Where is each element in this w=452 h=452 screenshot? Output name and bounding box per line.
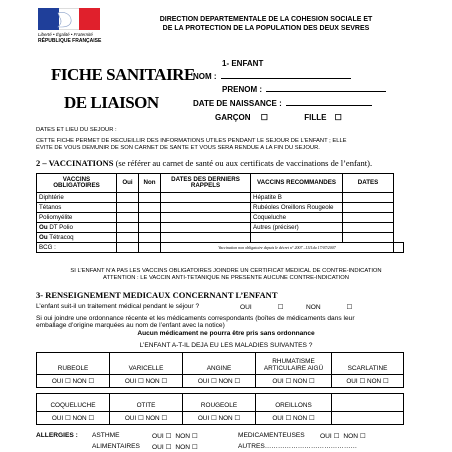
nom-field[interactable]: [221, 72, 351, 79]
garcon-label: GARÇON: [215, 113, 251, 122]
maladie-empty: [332, 394, 404, 412]
traitement-oui-checkbox[interactable]: ☐: [277, 304, 284, 311]
allergies-label: ALLERGIES :: [36, 432, 78, 439]
col-vaccins-obligatoires: VACCINS OBLIGATOIRES: [37, 174, 117, 193]
sexe-row: [215, 113, 342, 122]
direction-line-2: DE LA PROTECTION DE LA POPULATION DES DEUX SEVRES: [162, 25, 370, 32]
rhumatisme-oui-non[interactable]: OUI ☐ NON ☐: [256, 375, 332, 388]
table-row: [37, 223, 404, 233]
vaccin-recommande: [251, 233, 343, 243]
date-rappel-cell[interactable]: [161, 203, 251, 213]
vaccin-name: DT Polio: [47, 224, 73, 231]
prenom-field[interactable]: [266, 85, 386, 92]
non-cell[interactable]: [139, 213, 161, 223]
prenom-row: [222, 85, 386, 94]
traitement-oui: [240, 303, 284, 311]
maladie-otite: OTITE: [110, 394, 183, 412]
empty-cell: [332, 412, 404, 425]
garcon-checkbox[interactable]: ☐: [260, 113, 268, 122]
maladie-scarlatine: SCARLATINE: [332, 353, 404, 375]
non-label: NON: [343, 433, 358, 440]
angine-oui-non[interactable]: OUI ☐ NON ☐: [183, 375, 256, 388]
ou-label: Ou: [39, 234, 48, 241]
bcg-note: Vaccination non obligatoire depuis le décret n° 2007 –1111du 17/07/2007: [161, 243, 394, 253]
col-dates-rappels: DATES DES DERNIERS RAPPELS: [161, 174, 251, 193]
medical-heading: 3- RENSEIGNEMENT MEDICAUX CONCERNANT L’ENFANT: [36, 290, 278, 300]
marianne-logo-icon: [44, 10, 84, 28]
direction-line-1: DIRECTION DEPARTEMENTALE DE LA COHESION SOCIALE ET: [159, 16, 373, 23]
date-rappel-cell[interactable]: [161, 233, 251, 243]
ordonnance-line-1: Si oui joindre une ordonnance récente et les médicaments correspondants (boîtes de médicaments dans leur: [36, 315, 355, 322]
vaccinations-title: 2 – VACCINATIONS: [36, 158, 114, 168]
medicamenteuses-oui-checkbox[interactable]: ☐: [333, 433, 340, 440]
non-label: NON: [175, 444, 190, 451]
date-rappel-cell[interactable]: [161, 193, 251, 203]
vaccin-recommande: Hépatite B: [251, 193, 343, 203]
oui-label: OUI: [240, 304, 252, 311]
otite-oui-non[interactable]: OUI ☐ NON ☐: [110, 412, 183, 425]
asthme-label: ASTHME: [92, 432, 120, 439]
date-naissance-label: DATE DE NAISSANCE :: [193, 99, 282, 108]
maladie-rhumatisme: RHUMATISME ARTICULAIRE AIGÜ: [256, 353, 332, 375]
scarlatine-oui-non[interactable]: OUI ☐ NON ☐: [332, 375, 404, 388]
maladies-question: L’ENFANT A-T-IL DEJA EU LES MALADIES SUIVANTES ?: [139, 342, 313, 349]
alimentaires-oui-non[interactable]: [152, 443, 198, 451]
col-vaccins-recommandes: VACCINS RECOMMANDES: [251, 174, 343, 193]
vaccin-obligatoire: Poliomyélite: [37, 213, 117, 223]
oreillons-oui-non[interactable]: OUI ☐ NON ☐: [256, 412, 332, 425]
date-cell[interactable]: [343, 223, 394, 233]
prenom-label: PRENOM :: [222, 85, 262, 94]
alimentaires-label: ALIMENTAIRES: [92, 443, 140, 450]
oui-label: OUI: [320, 433, 332, 440]
non-label: NON: [306, 304, 321, 311]
oui-label: OUI: [152, 444, 164, 451]
vaccin-recommande: Rubéoles Oreillons Rougeole: [251, 203, 343, 213]
date-cell[interactable]: [394, 243, 404, 253]
maladie-varicelle: VARICELLE: [110, 353, 183, 375]
maladie-oreillons: OREILLONS: [256, 394, 332, 412]
no-medication-warning: Aucun médicament ne pourra être pris sans ordonnance: [137, 330, 315, 337]
alimentaires-non-checkbox[interactable]: ☐: [191, 444, 198, 451]
asthme-oui-non[interactable]: [152, 432, 198, 440]
oui-cell[interactable]: [117, 203, 139, 213]
coqueluche-oui-non[interactable]: OUI ☐ NON ☐: [37, 412, 110, 425]
form-title-line-2: DE LIAISON: [64, 93, 159, 112]
non-cell[interactable]: [139, 223, 161, 233]
table-row: [37, 203, 404, 213]
republic-name: RÉPUBLIQUE FRANÇAISE: [38, 38, 102, 44]
oui-cell[interactable]: [117, 233, 139, 243]
oui-cell[interactable]: [117, 193, 139, 203]
col-dates: DATES: [343, 174, 394, 193]
non-cell[interactable]: [139, 243, 161, 253]
table-row: [37, 213, 404, 223]
ou-label: Ou: [39, 224, 48, 231]
date-rappel-cell[interactable]: [161, 213, 251, 223]
vaccin-name: Tétracoq: [47, 234, 74, 241]
vaccinations-heading: [36, 158, 372, 168]
maladies-table: [36, 352, 404, 425]
traitement-non-checkbox[interactable]: ☐: [346, 304, 353, 311]
intro-text-line-1: CETTE FICHE PERMET DE RECUEILLIR DES INFORMATIONS UTILES PENDANT LE SEJOUR DE L'ENFANT ; ELLE: [36, 138, 347, 144]
asthme-non-checkbox[interactable]: ☐: [191, 433, 198, 440]
section-enfant-heading: 1- ENFANT: [222, 59, 264, 68]
non-cell[interactable]: [139, 193, 161, 203]
col-non: Non: [139, 174, 161, 193]
table-row: [37, 233, 404, 243]
rubeole-oui-non[interactable]: OUI ☐ NON ☐: [37, 375, 110, 388]
oui-label: OUI: [152, 433, 164, 440]
asthme-oui-checkbox[interactable]: ☐: [165, 433, 172, 440]
warning-line-2: ATTENTION : LE VACCIN ANTI-TETANIQUE NE PRESENTE AUCUNE CONTRE-INDICATION: [103, 275, 349, 281]
medicamenteuses-label: MEDICAMENTEUSES: [238, 432, 305, 439]
date-naissance-row: [193, 99, 372, 108]
oui-cell[interactable]: [117, 213, 139, 223]
nom-label: NOM :: [193, 72, 217, 81]
traitement-question: L’enfant suit-il un traitement médical pendant le séjour ?: [36, 303, 200, 310]
varicelle-oui-non[interactable]: OUI ☐ NON ☐: [110, 375, 183, 388]
medicamenteuses-non-checkbox[interactable]: ☐: [359, 433, 366, 440]
vaccin-obligatoire: [37, 223, 117, 233]
nom-row: [193, 72, 351, 81]
non-label: NON: [175, 433, 190, 440]
date-cell[interactable]: [343, 213, 394, 223]
maladie-rougeole: ROUGEOLE: [183, 394, 256, 412]
col-oui: Oui: [117, 174, 139, 193]
fille-label: FILLE: [304, 113, 327, 122]
date-cell[interactable]: [343, 193, 394, 203]
non-cell[interactable]: [139, 233, 161, 243]
fille-checkbox[interactable]: ☐: [334, 113, 342, 122]
oui-cell[interactable]: [117, 243, 139, 253]
table-row: [37, 193, 404, 203]
non-cell[interactable]: [139, 203, 161, 213]
bcg-label: BCG :: [37, 243, 117, 253]
ordonnance-line-2: emballage d’origine marquées au nom de l’enfant avec la notice): [36, 322, 225, 329]
medicamenteuses-oui-non[interactable]: [320, 432, 366, 440]
date-cell[interactable]: [343, 203, 394, 213]
date-rappel-cell[interactable]: [161, 223, 251, 233]
vaccin-obligatoire: Diphtérie: [37, 193, 117, 203]
date-naissance-field[interactable]: [286, 99, 372, 106]
form-title-line-1: FICHE SANITAIRE: [51, 65, 195, 84]
vaccin-recommande: Coqueluche: [251, 213, 343, 223]
vaccin-obligatoire: [37, 233, 117, 243]
vaccinations-table: [36, 173, 404, 253]
dates-lieu-sejour-label: DATES ET LIEU DU SEJOUR :: [36, 127, 117, 133]
maladie-rubeole: RUBEOLE: [37, 353, 110, 375]
maladie-coqueluche: COQUELUCHE: [37, 394, 110, 412]
republic-motto: Liberté • Égalité • Fraternité: [38, 32, 93, 37]
date-cell[interactable]: [343, 233, 394, 243]
table-row: [37, 243, 404, 253]
alimentaires-oui-checkbox[interactable]: ☐: [165, 444, 172, 451]
vaccinations-note: (se référer au carnet de santé ou aux certificats de vaccinations de l’enfant).: [115, 158, 373, 168]
vaccin-recommande: Autres (préciser): [251, 223, 343, 233]
intro-text-line-2: ÉVITE DE VOUS DEMUNIR DE SON CARNET DE SANTE ET VOUS SERA RENDUE A LA FIN DU SEJOUR.: [36, 145, 320, 151]
warning-line-1: SI L’ENFANT N’A PAS LES VACCINS OBLIGATOIRES JOINDRE UN CERTIFICAT MEDICAL DE CONTRE-INDICATION: [70, 268, 382, 274]
oui-cell[interactable]: [117, 223, 139, 233]
autres-allergies-field[interactable]: AUTRES……………………………………: [238, 443, 358, 450]
traitement-non: [306, 303, 352, 311]
maladie-angine: ANGINE: [183, 353, 256, 375]
rougeole-oui-non[interactable]: OUI ☐ NON ☐: [183, 412, 256, 425]
vaccin-obligatoire: Tétanos: [37, 203, 117, 213]
